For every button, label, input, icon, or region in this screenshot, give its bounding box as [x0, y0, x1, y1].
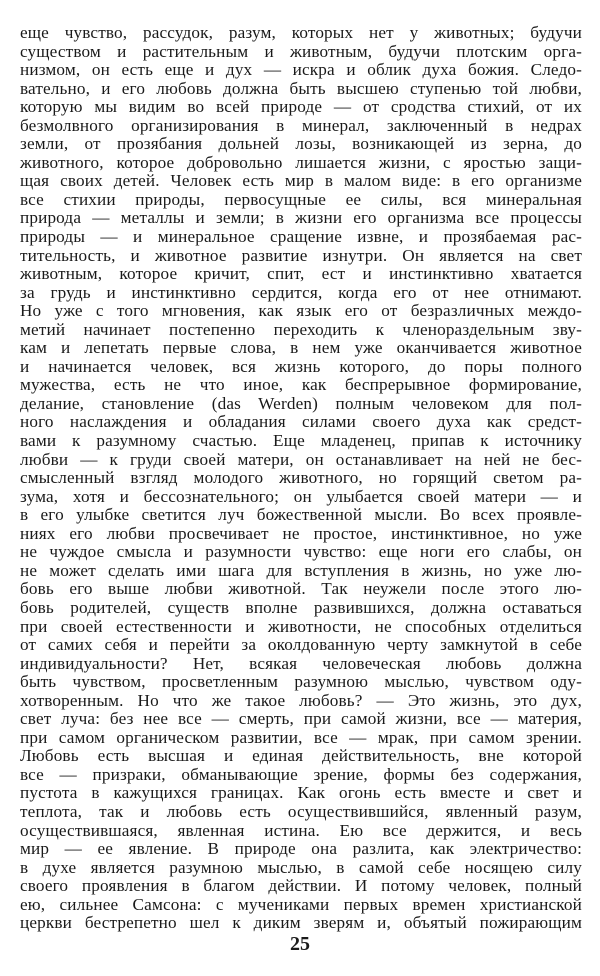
text-line: животного, которое добровольно лишается жизни, с яростью защи- [20, 152, 582, 172]
text-line: в его улыбке светится луч божественной мысли. Во всех проявле- [20, 505, 582, 525]
text-line: мир — ее явление. В природе она разлита, как электричество: [20, 839, 582, 859]
text-line: теплота, так и любовь есть осуществившийся, явленный разум, [20, 801, 582, 821]
text-line: все стихии природы, первосущные ее силы, вся минеральная [20, 189, 582, 209]
text-line: кам и лепетать первые слова, в нем уже оканчивается животное [20, 338, 582, 358]
text-line: от самих себя и перейти за околдованную черту замкнутой в себе [20, 635, 582, 655]
text-line: Любовь есть высшая и единая действительность, вне которой [20, 746, 582, 766]
text-line: вами к разумному счастью. Еще младенец, припав к источнику [20, 431, 582, 451]
text-line: ного наслаждения и обладания силами своего духа как средст- [20, 412, 582, 432]
text-line: животным, которое кричит, спит, ест и инстинктивно хватается [20, 264, 582, 284]
body-text [20, 24, 582, 933]
text-line: не может сделать ими шага для вступления в жизнь, но уже лю- [20, 560, 582, 580]
text-line: церкви бестрепетно шел к диким зверям и, объятый пожирающим [20, 913, 582, 933]
text-line: при своей естественности и животности, не способных отделиться [20, 616, 582, 636]
text-line: и начинается человек, вся жизнь которого, до поры полного [20, 356, 582, 376]
text-line: в духе является разумною мыслью, в самой себе носящею силу [20, 857, 582, 877]
text-line: мужества, есть не что иное, как беспрерывное формирование, [20, 375, 582, 395]
text-line: тительность, и животное развитие изнутри. Он является на свет [20, 245, 582, 265]
text-line: пустота в кажущихся границах. Как огонь есть вместе и свет и [20, 783, 582, 803]
text-line: при самом органическом развитии, все — мрак, при самом зрении. [20, 727, 582, 747]
text-line: Но уже с того мгновения, как язык его от безразличных междо- [20, 301, 582, 321]
text-line: существом и растительным и животным, будучи плотским орга- [20, 41, 582, 61]
text-line: бовь его выше любви животной. Так неужели после этого лю- [20, 579, 582, 599]
text-line: хотворенным. Но что же такое любовь? — Это жизнь, это дух, [20, 690, 582, 710]
text-line: низмом, он есть еще и дух — искра и облик духа божия. Следо- [20, 60, 582, 80]
text-line: любви — к груди своей матери, он останавливает на ней не бес- [20, 449, 582, 469]
text-line: не чуждое смысла и разумности чувство: еще ноги его слабы, он [20, 542, 582, 562]
text-line: еще чувство, рассудок, разум, которых нет у животных; будучи [20, 23, 582, 42]
text-line: делание, становление (das Werden) полным человеком для пол- [20, 393, 582, 413]
text-line: за грудь и инстинктивно сердится, когда его от нее отнимают. [20, 282, 582, 302]
page-number: 25 [290, 933, 310, 955]
text-line: индивидуальности? Нет, всякая человеческая любовь должна [20, 653, 582, 673]
text-line: свет луча: без нее все — смерть, при самой жизни, все — материя, [20, 709, 582, 729]
text-line: ниях его любви просвечивает не простое, инстинктивное, но уже [20, 523, 582, 543]
text-line: вательно, и его любовь должна быть высшею ступенью той любви, [20, 78, 582, 98]
text-line: ею, сильнее Самсона: с мучениками первых времен христианской [20, 894, 582, 914]
text-line: бовь родителей, существ вполне развившихся, должна оставаться [20, 597, 582, 617]
text-line: безмолвного организирования в минерал, заключенный в недрах [20, 115, 582, 135]
text-line: все — призраки, обманывающие зрение, формы без содержания, [20, 764, 582, 784]
text-line: земли, от прозябания дольней лозы, возникающей из зерна, до [20, 134, 582, 154]
text-line: смысленный взгляд молодого животного, но горящий светом ра- [20, 468, 582, 488]
text-line: природы — и минеральное сращение извне, и прозябаемая рас- [20, 227, 582, 247]
text-line: своего проявления в благом действии. И потому человек, полный [20, 876, 582, 896]
text-line: зума, хотя и бессознательного; он улыбается своей матери — и [20, 486, 582, 506]
text-line: метий начинает постепенно переходить к членораздельным зву- [20, 319, 582, 339]
text-line: которую мы видим во всей природе — от сродства стихий, от их [20, 97, 582, 117]
text-line: щая своих детей. Человек есть мир в малом виде: в его организме [20, 171, 582, 191]
text-line: осуществившаяся, явленная истина. Ею все держится, и весь [20, 820, 582, 840]
text-line: быть чувством, просветленным разумною мыслью, чувством оду- [20, 672, 582, 692]
text-line: природа — металлы и земли; в жизни его организма все процессы [20, 208, 582, 228]
